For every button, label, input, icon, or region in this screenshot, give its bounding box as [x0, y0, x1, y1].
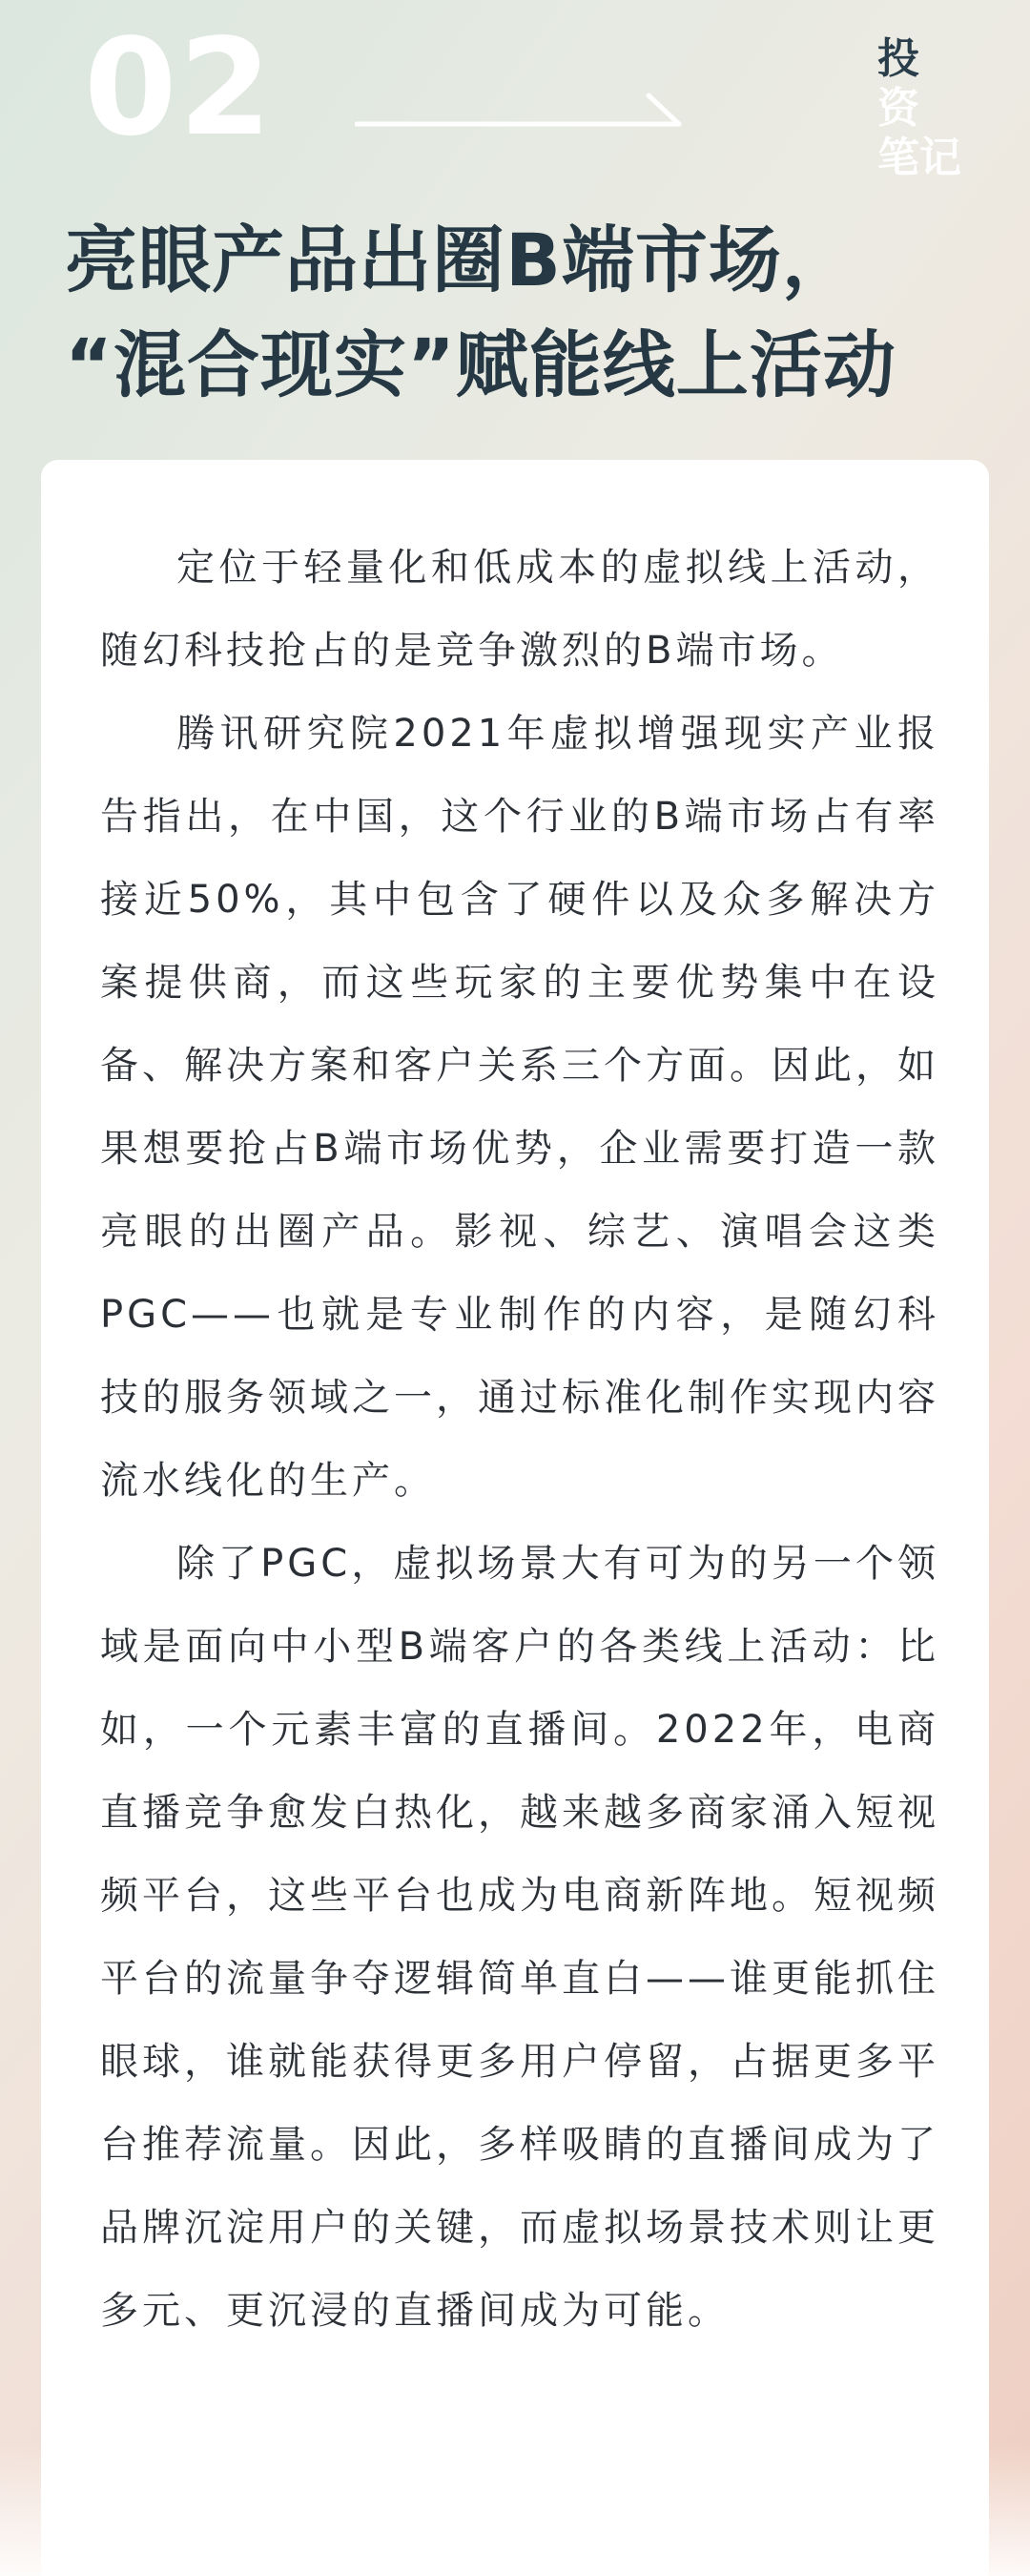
article-paragraph-2: 腾讯研究院2021年虚拟增强现实产业报告指出，在中国，这个行业的B端市场占有率接近50%，其中包含了硬件以及众多解决方案提供商，而这些玩家的主要优势集中在设备、解决方案和客户关系三个方面。因此，如果想要抢占B端市场优势，企业需要打造一款亮眼的出圈产品。影视、综艺、演唱会这类PGC——也就是专业制作的内容，是随幻科技的服务领域之一，通过标准化制作实现内容流水线化的生产。	[100, 712, 939, 1503]
title-line-1: 亮眼产品出圈B端市场，	[65, 218, 855, 302]
page-title	[65, 208, 999, 418]
brand-line-2: 笔记	[877, 134, 961, 182]
header	[0, 0, 1030, 182]
brand-char-1: 投	[877, 34, 919, 83]
article-card	[41, 460, 989, 2576]
arrow-right-icon	[355, 88, 689, 132]
article-paragraph-1: 定位于轻量化和低成本的虚拟线上活动，随幻科技抢占的是竞争激烈的B端市场。	[100, 546, 939, 673]
brand-char-2: 资	[877, 84, 919, 133]
issue-number: 02	[84, 10, 274, 166]
title-line-2: “混合现实”赋能线上活动	[65, 322, 896, 407]
article-paragraph-3: 除了PGC，虚拟场景大有可为的另一个领域是面向中小型B端客户的各类线上活动：比如，一个元素丰富的直播间。2022年，电商直播竞争愈发白热化，越来越多商家涌入短视频平台，这些平台也成为电商新阵地。短视频平台的流量争夺逻辑简单直白——谁更能抓住眼球，谁就能获得更多用户停留，占据更多平台推荐流量。因此，多样吸睛的直播间成为了品牌沉淀用户的关键，而虚拟场景技术则让更多元、更沉浸的直播间成为可能。	[100, 1542, 939, 2333]
brand-logo	[877, 34, 982, 183]
